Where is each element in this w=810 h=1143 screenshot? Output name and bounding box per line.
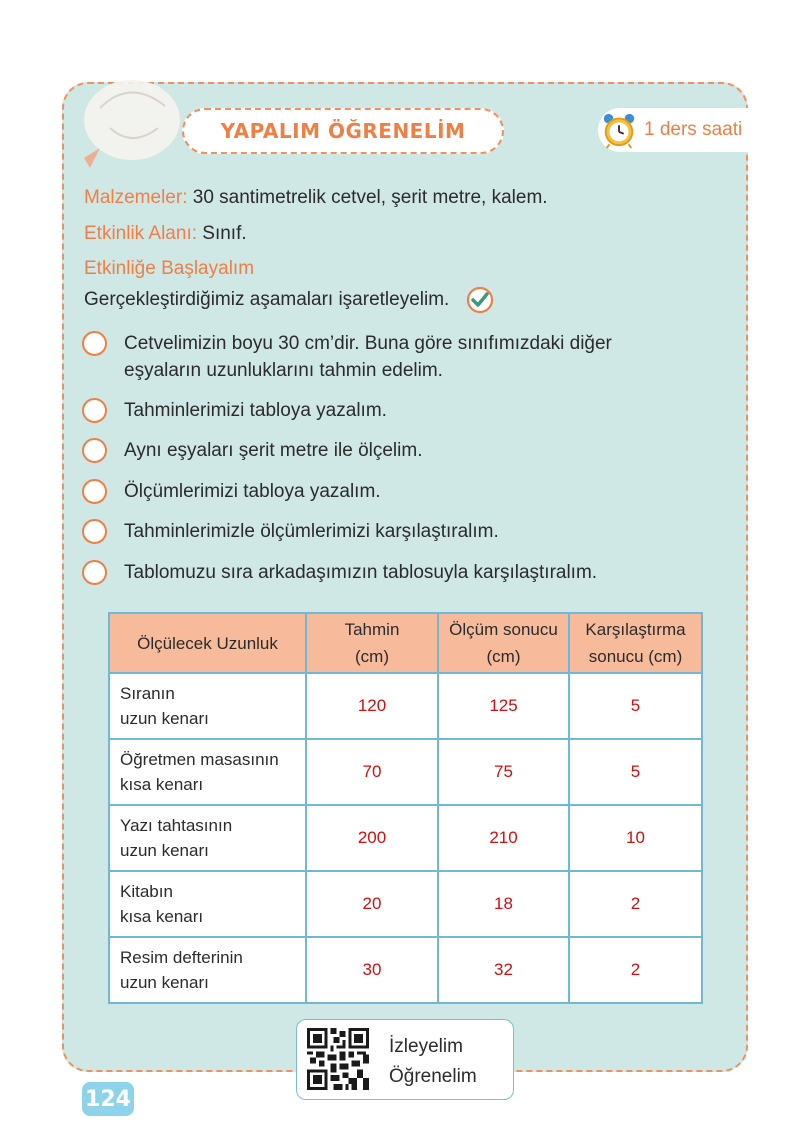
estimate-value[interactable]: 30 — [306, 937, 438, 1003]
table-row — [109, 871, 702, 937]
header-unit: (cm) — [355, 647, 389, 666]
item-label-line: kısa kenarı — [120, 775, 204, 794]
item-label — [109, 805, 306, 871]
step-text-line: eşyaların uzunluklarını tahmin edelim. — [124, 360, 443, 381]
step-checkbox[interactable] — [82, 398, 107, 423]
measured-value[interactable]: 32 — [438, 937, 569, 1003]
step-text: Aynı eşyaları şerit metre ile ölçelim. — [124, 440, 423, 461]
step-checkbox[interactable] — [82, 438, 107, 463]
column-header-item — [109, 613, 306, 673]
column-header-estimate — [306, 613, 438, 673]
step-checkbox[interactable] — [82, 519, 107, 544]
header-text: Tahmin — [344, 620, 400, 639]
duration-text: 1 ders saati — [644, 119, 743, 140]
column-header-measured — [438, 613, 569, 673]
item-label-line: Öğretmen masasının — [120, 750, 279, 769]
estimate-value[interactable]: 20 — [306, 871, 438, 937]
table-row — [109, 673, 702, 739]
estimate-value[interactable]: 120 — [306, 673, 438, 739]
qr-code-box[interactable] — [296, 1019, 514, 1100]
item-label-line: uzun kenarı — [120, 709, 209, 728]
item-label-line: uzun kenarı — [120, 841, 209, 860]
estimate-value[interactable]: 200 — [306, 805, 438, 871]
measured-value[interactable]: 210 — [438, 805, 569, 871]
step-item — [82, 518, 499, 545]
measurement-table — [108, 612, 703, 1004]
step-text: Ölçümlerimizi tabloya yazalım. — [124, 481, 381, 502]
difference-value[interactable]: 2 — [569, 937, 702, 1003]
step-item — [82, 437, 422, 464]
difference-value[interactable]: 2 — [569, 871, 702, 937]
materials-line — [84, 187, 548, 209]
item-label — [109, 937, 306, 1003]
item-label-line: Kitabın — [120, 882, 173, 901]
checkmark-icon — [466, 286, 494, 314]
item-label-line: uzun kenarı — [120, 973, 209, 992]
step-text: Tahminlerimizi tabloya yazalım. — [124, 400, 387, 421]
item-label — [109, 673, 306, 739]
materials-label: Malzemeler: — [84, 187, 188, 208]
step-item — [82, 478, 381, 505]
header-unit: (cm) — [486, 647, 521, 666]
item-label — [109, 739, 306, 805]
table-header-row — [109, 613, 702, 673]
instruction-text: Gerçekleştirdiğimiz aşamaları işaretleyelim. — [84, 289, 450, 310]
item-label — [109, 871, 306, 937]
alarm-clock-icon — [600, 111, 638, 149]
step-checkbox[interactable] — [82, 560, 107, 585]
qr-caption-line: İzleyelim — [389, 1036, 463, 1057]
difference-value[interactable]: 10 — [569, 805, 702, 871]
step-checkbox[interactable] — [82, 479, 107, 504]
item-label-line: Resim defterinin — [120, 948, 243, 967]
header-unit: sonucu (cm) — [588, 647, 683, 666]
activity-area-label: Etkinlik Alanı: — [84, 223, 197, 244]
header-text: Ölçüm sonucu — [449, 620, 558, 639]
table-row — [109, 805, 702, 871]
page-number: 124 — [82, 1082, 134, 1116]
header-text: Karşılaştırma — [585, 620, 686, 639]
difference-value[interactable]: 5 — [569, 673, 702, 739]
item-label-line: Yazı tahtasının — [120, 816, 233, 835]
qr-code-icon[interactable] — [307, 1028, 369, 1090]
column-header-comparison — [569, 613, 702, 673]
section-title: YAPALIM ÖĞRENELİM — [220, 119, 466, 143]
step-text — [124, 330, 612, 384]
measured-value[interactable]: 18 — [438, 871, 569, 937]
step-checkbox[interactable] — [82, 331, 107, 356]
difference-value[interactable]: 5 — [569, 739, 702, 805]
duration-badge — [598, 108, 758, 152]
section-title-banner — [182, 108, 504, 154]
step-text: Tablomuzu sıra arkadaşımızın tablosuyla karşılaştıralım. — [124, 562, 598, 583]
table-row — [109, 937, 702, 1003]
measured-value[interactable]: 125 — [438, 673, 569, 739]
step-text: Tahminlerimizle ölçümlerimizi karşılaştıralım. — [124, 521, 499, 542]
item-label-line: kısa kenarı — [120, 907, 204, 926]
materials-value: 30 santimetrelik cetvel, şerit metre, kalem. — [192, 187, 548, 208]
item-label-line: Sıranın — [120, 684, 175, 703]
step-item — [82, 397, 387, 424]
header-text: Ölçülecek Uzunluk — [137, 633, 278, 653]
measured-value[interactable]: 75 — [438, 739, 569, 805]
table-row — [109, 739, 702, 805]
activity-area-line — [84, 223, 247, 245]
step-item — [82, 330, 612, 384]
start-heading: Etkinliğe Başlayalım — [84, 258, 255, 279]
step-text-line: Cetvelimizin boyu 30 cm’dir. Buna göre sınıfımızdaki diğer — [124, 333, 612, 354]
estimate-value[interactable]: 70 — [306, 739, 438, 805]
activity-area-value: Sınıf. — [202, 223, 247, 244]
qr-caption-line: Öğrenelim — [389, 1066, 477, 1087]
qr-caption — [389, 1032, 477, 1092]
step-item — [82, 559, 597, 586]
